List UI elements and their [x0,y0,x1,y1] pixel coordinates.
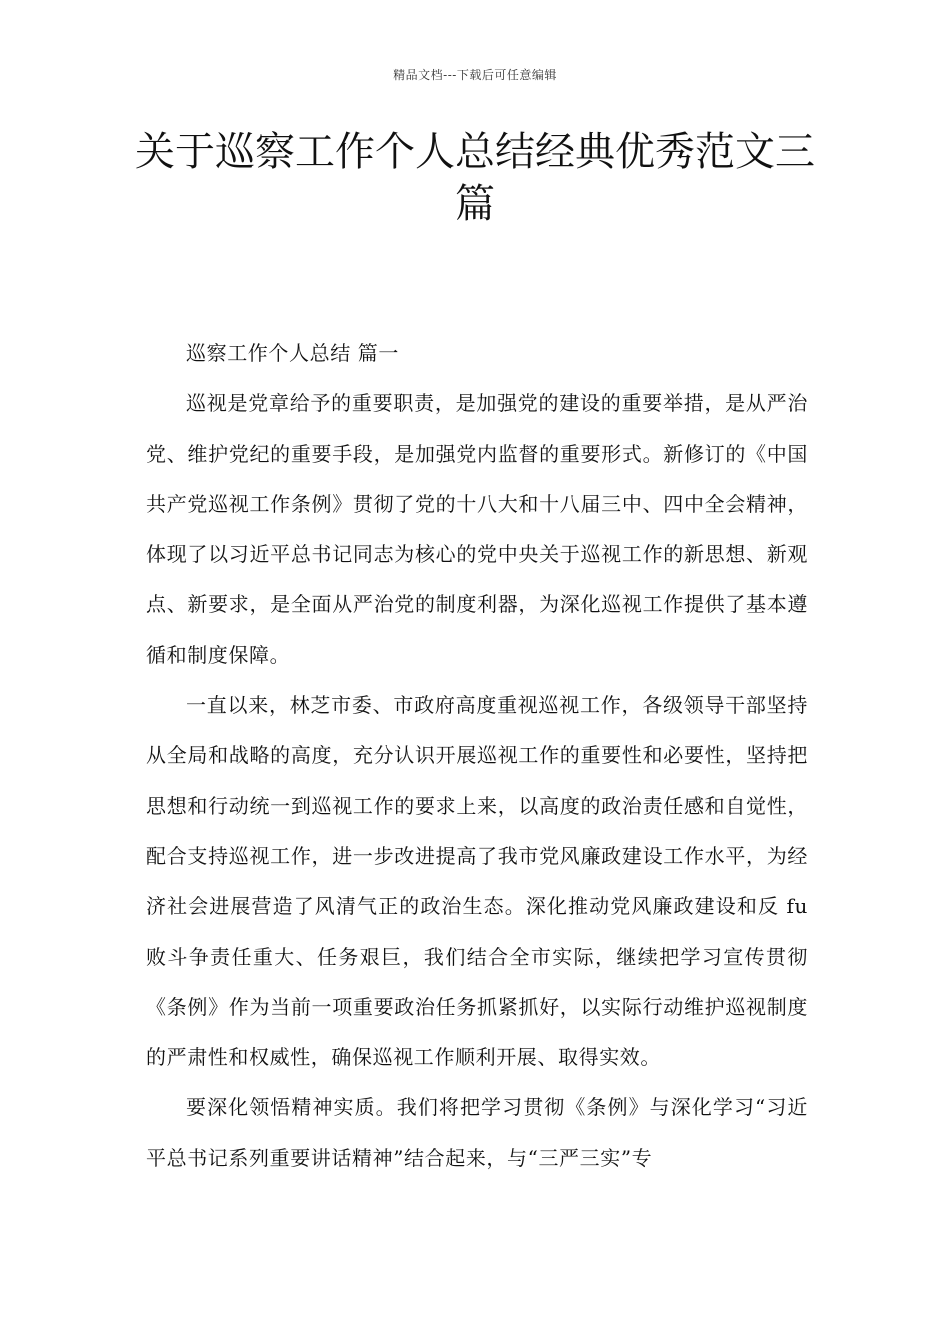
paragraph-3: 要深化领悟精神实质。我们将把学习贯彻《条例》与深化学习“习近平总书记系列重要讲话精神”结合起来，与“三严三实”专 [146,1095,808,1170]
paragraph-1: 巡视是党章给予的重要职责，是加强党的建设的重要举措，是从严治党、维护党纪的重要手段，是加强党内监督的重要形式。新修订的《中国共产党巡视工作条例》贯彻了党的十八大和十八届三中、四中全会精神，体现了以习近平总书记同志为核心的党中央关于巡视工作的新思想、新观点、新要求，是全面从严治党的制度利器，为深化巡视工作提供了基本遵循和制度保障。 [146,391,808,667]
paragraph-2: 一直以来，林芝市委、市政府高度重视巡视工作，各级领导干部坚持从全局和战略的高度，充分认识开展巡视工作的重要性和必要性，坚持把思想和行动统一到巡视工作的要求上来，以高度的政治责任感和自觉性，配合支持巡视工作，进一步改进提高了我市党风廉政建设工作水平，为经济社会进展营造了风清气正的政治生态。深化推动党风廉政建设和反 fu 败斗争责任重大、任务艰巨，我们结合全市实际，继续把学习宣传贯彻《条例》作为当前一项重要政治任务抓紧抓好，以实际行动维护巡视制度的严肃性和权威性，确保巡视工作顺利开展、取得实效。 [146,693,808,1070]
document-body [146,328,808,1183]
section-heading: 巡察工作个人总结 篇一 [186,341,399,365]
document-title: 关于巡察工作个人总结经典优秀范文三篇 [135,129,815,227]
header-note: 精品文档---下载后可任意编辑 [393,68,557,82]
